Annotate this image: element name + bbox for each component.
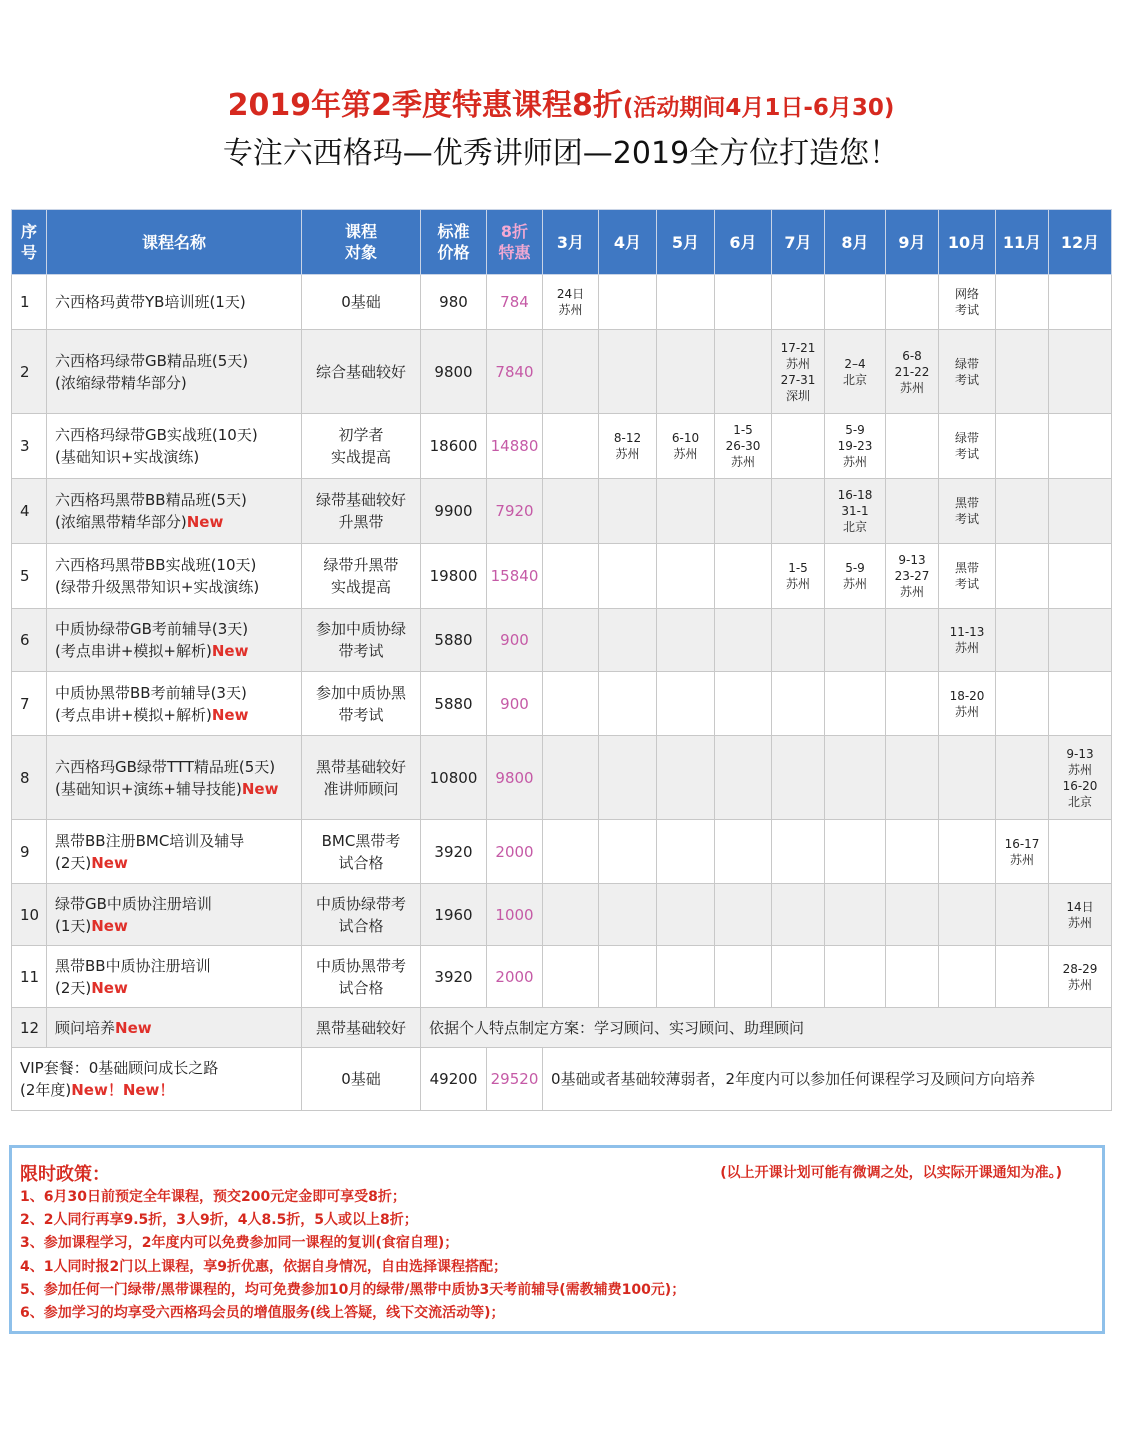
discount-price: 2000: [487, 946, 543, 1008]
course-target: 参加中质协绿 带考试: [302, 609, 421, 672]
course-name: 中质协黑带BB考前辅导(3天) (考点串讲+模拟+解析)New: [47, 672, 302, 736]
header-idx: 序 号: [12, 210, 47, 275]
new-badge: New: [91, 916, 128, 935]
month-cell: [543, 672, 599, 736]
month-cell: 绿带 考试: [939, 414, 996, 479]
course-target: 综合基础较好: [302, 330, 421, 414]
promo-policy-box: [9, 1145, 1105, 1334]
month-cell: [886, 884, 939, 946]
new-badge: New！New！: [71, 1081, 175, 1099]
month-cell: [599, 609, 657, 672]
month-cell: [772, 414, 825, 479]
policy-item: 1、6月30日前预定全年课程，预交200元定金即可享受8折；: [20, 1189, 406, 1205]
month-cell: 18-20 苏州: [939, 672, 996, 736]
month-cell: 16-17 苏州: [996, 820, 1049, 884]
std-price: 3920: [421, 820, 487, 884]
month-cell: 网络 考试: [939, 275, 996, 330]
month-cell: [996, 884, 1049, 946]
month-cell: [939, 736, 996, 820]
policy-note: (以上开课计划可能有微调之处，以实际开课通知为准。): [720, 1165, 1062, 1181]
course-name: 六西格玛黄带YB培训班(1天): [47, 275, 302, 330]
month-cell: 1-5 26-30 苏州: [715, 414, 772, 479]
header-month: 3月: [543, 210, 599, 275]
row-idx: 10: [12, 884, 47, 946]
course-name: 六西格玛绿带GB精品班(5天) (浓缩绿带精华部分): [47, 330, 302, 414]
month-cell: [996, 330, 1049, 414]
course-name: 六西格玛GB绿带TTT精品班(5天) (基础知识+演练+辅导技能)New: [47, 736, 302, 820]
month-cell: 8-12 苏州: [599, 414, 657, 479]
discount-price: 900: [487, 609, 543, 672]
table-row: [12, 414, 1112, 479]
month-cell: [715, 820, 772, 884]
month-cell: [599, 275, 657, 330]
discount-price: 7840: [487, 330, 543, 414]
month-cell: [715, 672, 772, 736]
month-cell: [657, 884, 715, 946]
title-main: 2019年第2季度特惠课程8折: [227, 88, 623, 123]
month-cell: [599, 544, 657, 609]
course-name: 黑带BB注册BMC培训及辅导 (2天)New: [47, 820, 302, 884]
month-cell: 9-13 苏州 16-20 北京: [1049, 736, 1112, 820]
row-idx: 7: [12, 672, 47, 736]
table-row: [12, 946, 1112, 1008]
month-cell: [715, 275, 772, 330]
month-cell: [1049, 820, 1112, 884]
month-cell: [657, 330, 715, 414]
std-price: 1960: [421, 884, 487, 946]
table-row: [12, 820, 1112, 884]
header-month: 11月: [996, 210, 1049, 275]
row-idx: 8: [12, 736, 47, 820]
title-period: (活动期间4月1日-6月30): [622, 95, 895, 121]
month-cell: [715, 736, 772, 820]
month-cell: 1-5 苏州: [772, 544, 825, 609]
course-name: 六西格玛黑带BB实战班(10天) (绿带升级黑带知识+实战演练): [47, 544, 302, 609]
month-cell: [939, 884, 996, 946]
month-cell: [599, 946, 657, 1008]
header-std-price: 标准 价格: [421, 210, 487, 275]
row-idx: 3: [12, 414, 47, 479]
month-cell: [657, 609, 715, 672]
policy-item: 6、参加学习的均享受六西格玛会员的增值服务(线上答疑，线下交流活动等)；: [20, 1305, 505, 1322]
month-cell: 14日 苏州: [1049, 884, 1112, 946]
month-cell: [599, 736, 657, 820]
course-name: 黑带BB中质协注册培训 (2天)New: [47, 946, 302, 1008]
course-target: 中质协绿带考 试合格: [302, 884, 421, 946]
table-row: [12, 275, 1112, 330]
month-cell: [1049, 414, 1112, 479]
page-slogan: 专注六西格玛—优秀讲师团—2019全方位打造您！: [222, 136, 900, 171]
new-badge: New: [186, 513, 224, 531]
month-cell: [772, 672, 825, 736]
discount-price: 9800: [487, 736, 543, 820]
month-cell: [996, 736, 1049, 820]
month-cell: [825, 736, 886, 820]
month-cell: [772, 609, 825, 672]
month-cell: [1049, 275, 1112, 330]
month-cell: [543, 946, 599, 1008]
month-cell: [657, 820, 715, 884]
month-cell: [1049, 330, 1112, 414]
course-target: 0基础: [302, 275, 421, 330]
table-row: [12, 672, 1112, 736]
table-row: [12, 609, 1112, 672]
month-cell: [772, 275, 825, 330]
month-cell: 6-10 苏州: [657, 414, 715, 479]
header-month: 5月: [657, 210, 715, 275]
header-month: 10月: [939, 210, 996, 275]
month-cell: 2–4 北京: [825, 330, 886, 414]
month-cell: [996, 544, 1049, 609]
course-name: 六西格玛黑带BB精品班(5天) (浓缩黑带精华部分)New: [47, 479, 302, 544]
month-cell: 6-8 21-22 苏州: [886, 330, 939, 414]
month-cell: [715, 544, 772, 609]
month-cell: [996, 479, 1049, 544]
month-cell: [886, 414, 939, 479]
course-name: 顾问培养New: [47, 1008, 302, 1048]
month-cell: [715, 884, 772, 946]
month-cell: [886, 609, 939, 672]
table-row: [12, 544, 1112, 609]
consultant-plan-desc: 依据个人特点制定方案：学习顾问、实习顾问、助理顾问: [421, 1008, 1112, 1048]
course-schedule-table: [11, 209, 1112, 1111]
month-cell: [657, 672, 715, 736]
month-cell: 17-21 苏州 27-31 深圳: [772, 330, 825, 414]
std-price: 9800: [421, 330, 487, 414]
table-header-row: [12, 210, 1112, 275]
vip-target: 0基础: [302, 1048, 421, 1111]
month-cell: [599, 330, 657, 414]
discount-price: 7920: [487, 479, 543, 544]
header-month: 6月: [715, 210, 772, 275]
month-cell: [886, 672, 939, 736]
month-cell: [996, 946, 1049, 1008]
month-cell: [657, 946, 715, 1008]
month-cell: [825, 609, 886, 672]
month-cell: [996, 609, 1049, 672]
header-month: 7月: [772, 210, 825, 275]
month-cell: [996, 275, 1049, 330]
course-target: 初学者 实战提高: [302, 414, 421, 479]
header-month: 9月: [886, 210, 939, 275]
policy-title: 限时政策：: [20, 1164, 110, 1185]
month-cell: [825, 672, 886, 736]
std-price: 18600: [421, 414, 487, 479]
new-badge: New: [211, 642, 249, 660]
month-cell: [715, 946, 772, 1008]
policy-list: [20, 1186, 685, 1325]
course-target: 黑带基础较好: [302, 1008, 421, 1048]
new-badge: New: [91, 853, 128, 872]
new-badge: New: [241, 779, 279, 798]
discount-price: 2000: [487, 820, 543, 884]
table-row: [12, 736, 1112, 820]
month-cell: 11-13 苏州: [939, 609, 996, 672]
month-cell: [886, 946, 939, 1008]
month-cell: [1049, 609, 1112, 672]
month-cell: [543, 414, 599, 479]
course-target: 绿带升黑带 实战提高: [302, 544, 421, 609]
month-cell: 28-29 苏州: [1049, 946, 1112, 1008]
vip-package-name: VIP套餐：0基础顾问成长之路 (2年度)New！New！: [12, 1048, 302, 1111]
month-cell: [543, 330, 599, 414]
month-cell: [599, 479, 657, 544]
header-target: 课程 对象: [302, 210, 421, 275]
row-idx: 5: [12, 544, 47, 609]
table-row: [12, 479, 1112, 544]
month-cell: [715, 330, 772, 414]
course-target: 黑带基础较好 准讲师顾问: [302, 736, 421, 820]
vip-desc: 0基础或者基础较薄弱者，2年度内可以参加任何课程学习及顾问方向培养: [543, 1048, 1112, 1111]
row-idx: 6: [12, 609, 47, 672]
month-cell: [715, 479, 772, 544]
policy-item: 5、参加任何一门绿带/黑带课程的，均可免费参加10月的绿带/黑带中质协3天考前辅导(需教辅费100元)；: [20, 1281, 686, 1298]
month-cell: [825, 275, 886, 330]
policy-item: 2、2人同行再享9.5折，3人9折，4人8.5折，5人或以上8折；: [20, 1212, 418, 1229]
month-cell: [657, 275, 715, 330]
month-cell: [715, 609, 772, 672]
month-cell: [543, 884, 599, 946]
month-cell: [886, 820, 939, 884]
month-cell: 9-13 23-27 苏州: [886, 544, 939, 609]
month-cell: [599, 884, 657, 946]
header-discount: 8折 特惠: [487, 210, 543, 275]
month-cell: [996, 414, 1049, 479]
month-cell: [825, 884, 886, 946]
month-cell: [772, 736, 825, 820]
std-price: 10800: [421, 736, 487, 820]
header-month: 12月: [1049, 210, 1112, 275]
table-row-consultant: [12, 1008, 1112, 1048]
course-target: 参加中质协黑 带考试: [302, 672, 421, 736]
month-cell: [939, 946, 996, 1008]
discount-price: 900: [487, 672, 543, 736]
month-cell: 5-9 19-23 苏州: [825, 414, 886, 479]
course-target: 中质协黑带考 试合格: [302, 946, 421, 1008]
row-idx: 1: [12, 275, 47, 330]
header-month: 4月: [599, 210, 657, 275]
table-row-vip: [12, 1048, 1112, 1111]
month-cell: [886, 479, 939, 544]
month-cell: [825, 946, 886, 1008]
month-cell: 16-18 31-1 北京: [825, 479, 886, 544]
month-cell: 黑带 考试: [939, 479, 996, 544]
course-name: 中质协绿带GB考前辅导(3天) (考点串讲+模拟+解析)New: [47, 609, 302, 672]
month-cell: [772, 820, 825, 884]
std-price: 5880: [421, 609, 487, 672]
policy-item: 3、参加课程学习，2年度内可以免费参加同一课程的复训(食宿自理)；: [20, 1235, 459, 1252]
month-cell: [772, 946, 825, 1008]
discount-price: 14880: [487, 414, 543, 479]
month-cell: 5-9 苏州: [825, 544, 886, 609]
month-cell: [543, 609, 599, 672]
vip-discount-price: 29520: [487, 1048, 543, 1111]
new-badge: New: [211, 705, 249, 724]
month-cell: [657, 479, 715, 544]
row-idx: 9: [12, 820, 47, 884]
month-cell: [772, 479, 825, 544]
row-idx: 11: [12, 946, 47, 1008]
month-cell: [996, 672, 1049, 736]
discount-price: 15840: [487, 544, 543, 609]
new-badge: New: [115, 1018, 152, 1037]
month-cell: [825, 820, 886, 884]
vip-std-price: 49200: [421, 1048, 487, 1111]
course-name: 绿带GB中质协注册培训 (1天)New: [47, 884, 302, 946]
month-cell: 黑带 考试: [939, 544, 996, 609]
row-idx: 2: [12, 330, 47, 414]
month-cell: [543, 479, 599, 544]
month-cell: 绿带 考试: [939, 330, 996, 414]
course-name: 六西格玛绿带GB实战班(10天) (基础知识+实战演练): [47, 414, 302, 479]
discount-price: 784: [487, 275, 543, 330]
std-price: 19800: [421, 544, 487, 609]
new-badge: New: [91, 978, 128, 997]
policy-item: 4、1人同时报2门以上课程，享9折优惠，依据自身情况，自由选择课程搭配；: [20, 1258, 507, 1275]
month-cell: [1049, 672, 1112, 736]
std-price: 9900: [421, 479, 487, 544]
month-cell: [599, 672, 657, 736]
month-cell: [886, 275, 939, 330]
discount-price: 1000: [487, 884, 543, 946]
std-price: 3920: [421, 946, 487, 1008]
page-title: [0, 80, 1122, 124]
month-cell: [1049, 544, 1112, 609]
course-target: BMC黑带考 试合格: [302, 820, 421, 884]
header-month: 8月: [825, 210, 886, 275]
month-cell: [1049, 479, 1112, 544]
header-course-name: 课程名称: [47, 210, 302, 275]
month-cell: [772, 884, 825, 946]
month-cell: [886, 736, 939, 820]
row-idx: 4: [12, 479, 47, 544]
month-cell: 24日 苏州: [543, 275, 599, 330]
table-row: [12, 330, 1112, 414]
std-price: 5880: [421, 672, 487, 736]
table-row: [12, 884, 1112, 946]
row-idx: 12: [12, 1008, 47, 1048]
month-cell: [657, 544, 715, 609]
month-cell: [657, 736, 715, 820]
std-price: 980: [421, 275, 487, 330]
month-cell: [599, 820, 657, 884]
month-cell: [939, 820, 996, 884]
month-cell: [543, 544, 599, 609]
month-cell: [543, 736, 599, 820]
month-cell: [543, 820, 599, 884]
course-target: 绿带基础较好 升黑带: [302, 479, 421, 544]
